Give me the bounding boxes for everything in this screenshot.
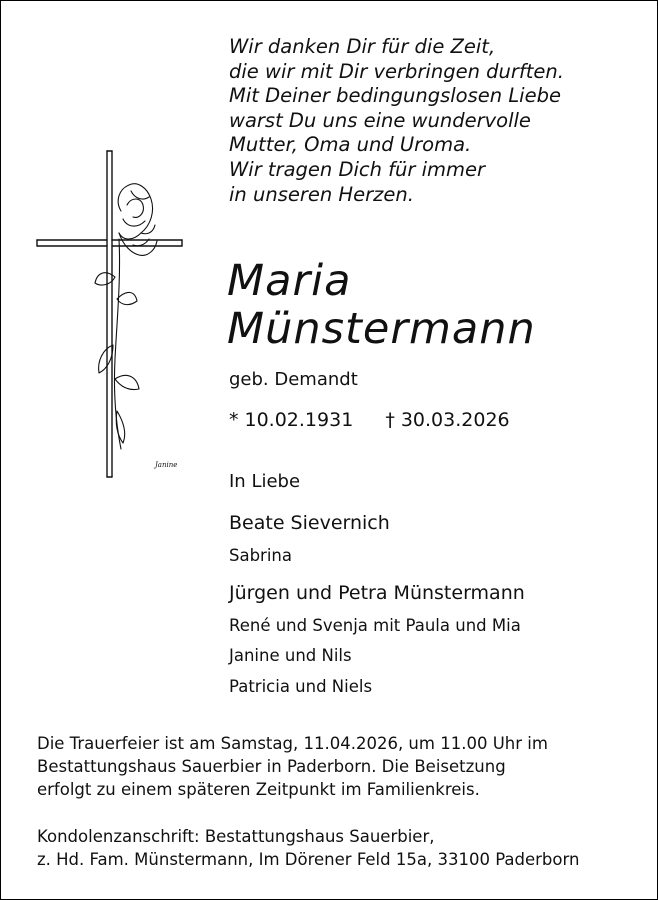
- condolence-address: [37, 825, 637, 871]
- poem-line: Wir tragen Dich für immer: [229, 157, 486, 181]
- condolence-address-line: Kondolenzanschrift: Bestattungshaus Sauerbier,: [37, 827, 435, 846]
- mourner-member: Sabrina: [229, 546, 292, 565]
- mourner-member: Janine und Nils: [229, 646, 352, 665]
- poem-line: Mutter, Oma und Uroma.: [229, 133, 472, 157]
- mourner-member: René und Svenja mit Paula und Mia: [229, 616, 521, 635]
- life-dates: [229, 409, 510, 431]
- mourner-group-head: Jürgen und Petra Münstermann: [229, 582, 525, 604]
- poem-line: warst Du uns eine wundervolle: [229, 108, 531, 132]
- mourner-member: Patricia und Niels: [229, 677, 373, 696]
- funeral-info: [37, 732, 637, 801]
- poem-line: Mit Deiner bedingungslosen Liebe: [229, 84, 561, 108]
- poem-line: die wir mit Dir verbringen durften.: [229, 59, 564, 83]
- birth-date: 10.02.1931: [244, 409, 354, 431]
- condolence-address-line: z. Hd. Fam. Münstermann, Im Dörener Feld 15a, 33100 Paderborn: [37, 850, 580, 869]
- funeral-info-line: Die Trauerfeier ist am Samstag, 11.04.2026, um 11.00 Uhr im: [37, 734, 548, 753]
- memorial-poem: [229, 35, 649, 207]
- funeral-info-line: Bestattungshaus Sauerbier in Paderborn. Die Beisetzung: [37, 757, 506, 776]
- cross-with-rose-icon: [31, 149, 191, 479]
- death-date: 30.03.2026: [400, 409, 510, 431]
- mourners-intro: In Liebe: [229, 471, 301, 492]
- funeral-info-line: erfolgt zu einem späteren Zeitpunkt im Familienkreis.: [37, 780, 480, 799]
- deceased-first-name: Maria: [227, 256, 352, 306]
- birth-symbol: *: [229, 409, 239, 431]
- poem-line: in unseren Herzen.: [229, 182, 414, 206]
- birth-name: geb. Demandt: [229, 369, 358, 390]
- deceased-last-name: Münstermann: [227, 304, 536, 354]
- mourner-group-head: Beate Sievernich: [229, 512, 390, 534]
- poem-line: Wir danken Dir für die Zeit,: [229, 35, 496, 58]
- death-symbol: †: [385, 409, 395, 431]
- artist-signature: Janine: [155, 461, 178, 469]
